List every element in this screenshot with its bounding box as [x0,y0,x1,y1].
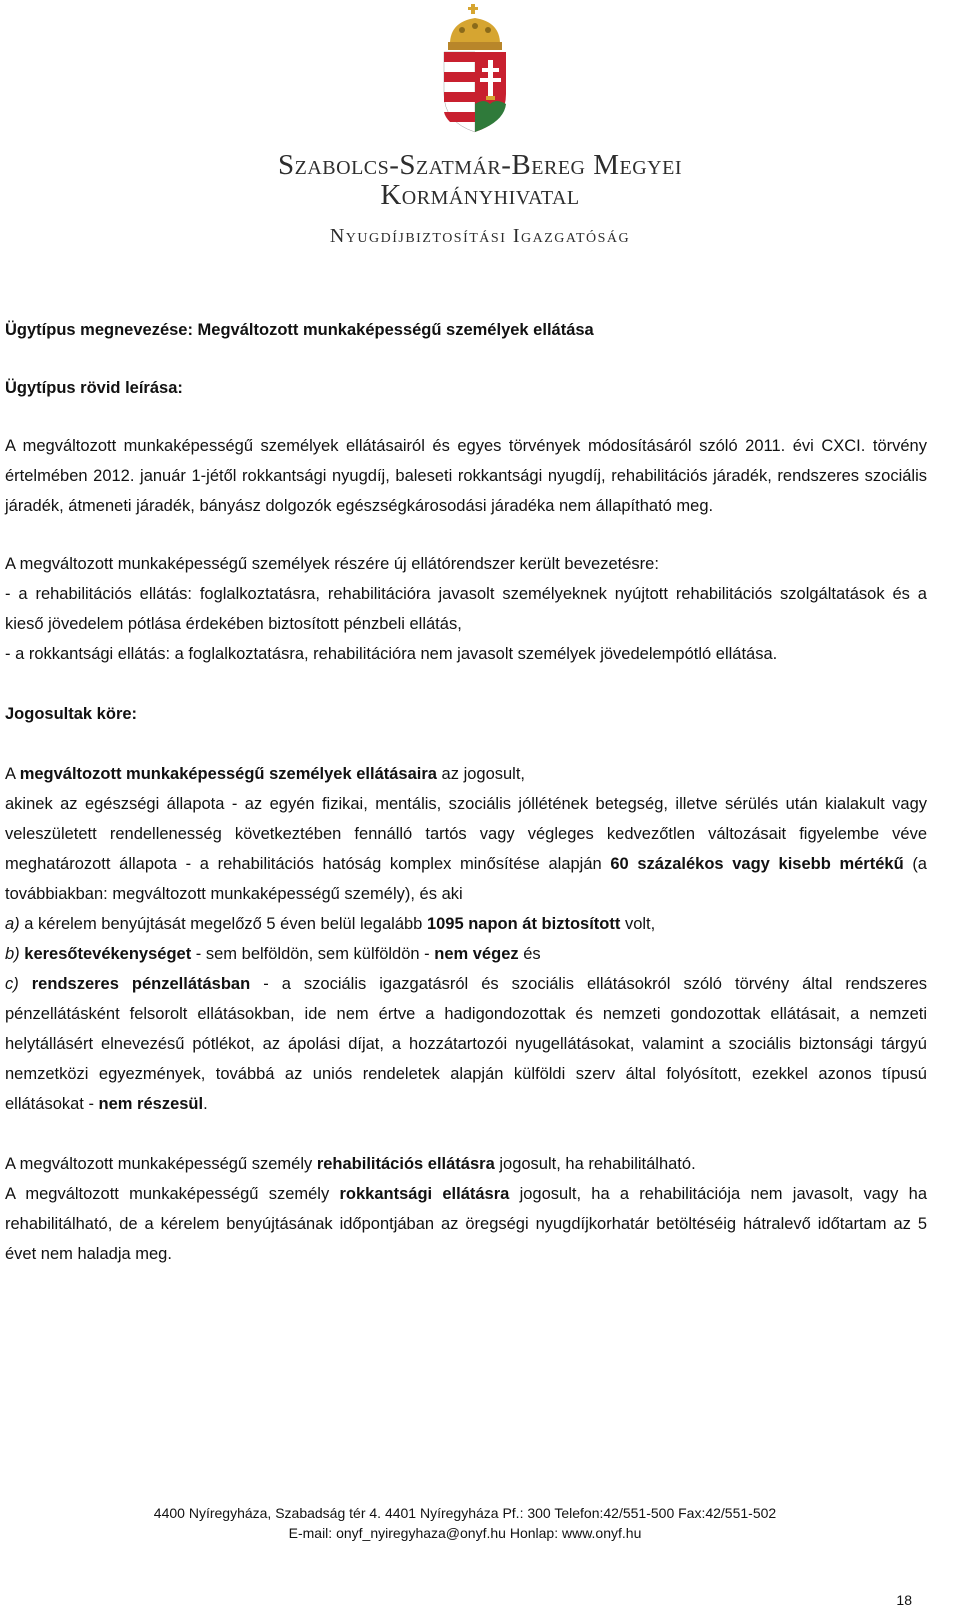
text-span: - a szociális igazgatásról és szociális ellátásokról szóló törvény által rendszeres pénzellátásként felsorolt ellátásokban, ide nem értve a hadigondozottak és nemzeti gondozottak ellátásait, a nemzeti helytállásért elnevezésű pótlékot, az ápolási díjat, a hozzátartozói nyugellátásokat, valamint a szociális biztonsági tárgyú nemzetközi egyezmények, továbbá az uniós rendeletek alapján külföldi szerv által folyósított, ezekkel azonos típusú ellátásokat - [5,975,928,1113]
list-item-disability: - a rokkantsági ellátás: a foglalkoztatásra, rehabilitációra nem javasolt személyek jövedelempótló ellátása. [5,645,778,663]
label-c: c) [5,975,19,993]
paragraph-eligible-intro [5,759,927,789]
footer-email-web: E-mail: onyf_nyiregyhaza@onyf.hu Honlap: www.onyf.hu [288,1525,642,1541]
short-desc-heading: Ügytípus rövid leírása: [5,379,183,397]
bold-span: 1095 napon át biztosított [426,915,621,933]
bold-span: nem végez [434,945,519,963]
text-span: az jogosult, [436,765,526,783]
text-span: A megváltozott munkaképességű személy [5,1185,340,1203]
label-b: b) [5,945,20,963]
bold-span: nem részesül [98,1095,204,1113]
org-name-line2: Kormányhivatal [380,179,580,211]
paragraph-eligible-condition [5,789,927,909]
text-span: A [5,765,20,783]
letterhead [0,0,960,250]
condition-b [5,939,927,969]
paragraph-rehab-eligibility [5,1149,927,1179]
footer-contact [0,1503,930,1543]
condition-c [5,969,927,1119]
text-span: jogosult, ha a rehabilitációja nem javasolt, vagy ha rehabilitálható, de a kérelem benyújtásának időpontjában az öregségi nyugdíjkorhatár betöltéséig hátralevő időtartam az 5 évet nem haladja meg. [5,1185,928,1263]
document-body [5,315,927,1269]
paragraph-disability-eligibility [5,1179,927,1269]
bold-span: keresőtevékenységet [24,945,192,963]
footer-address: 4400 Nyíregyháza, Szabadság tér 4. 4401 Nyíregyháza Pf.: 300 Telefon:42/551-500 Fax:42/551-502 [153,1505,777,1521]
text-span: jogosult, ha rehabilitálható. [494,1155,696,1173]
bold-span: rokkantsági ellátásra [339,1185,510,1203]
bold-span: rehabilitációs ellátásra [316,1155,495,1173]
bold-span: rendszeres pénzellátásban [31,975,251,993]
paragraph-new-system-intro: A megváltozott munkaképességű személyek részére új ellátórendszer került bevezetésre: [5,555,659,573]
text-span: A megváltozott munkaképességű személy [5,1155,317,1173]
case-type-title: Ügytípus megnevezése: Megváltozott munkaképességű személyek ellátása [5,321,594,339]
text-span: . [203,1095,208,1113]
text-span: akinek az egészségi állapota - az egyén fizikai, mentális, szociális jóllétének betegség, illetve sérülés után kialakult vagy veleszületett rendellenesség következtében fennálló tartós vagy végleges kedvezőtlen változásait figyelembe véve meghatározott állapota - a rehabilitációs hatóság komplex minősítése alapján [5,795,927,873]
coat-of-arms-icon [440,4,510,140]
label-a: a) [5,915,20,933]
page-number: 18 [896,1592,912,1608]
text-span: (a továbbiakban: megváltozott munkaképességű személy), és aki [5,855,927,903]
bold-span: megváltozott munkaképességű személyek ellátásaira [19,765,437,783]
text-span: a kérelem benyújtását megelőző 5 éven belül legalább [19,915,427,933]
eligible-heading: Jogosultak köre: [5,705,138,723]
org-name-line1: Szabolcs-Szatmár-Bereg Megyei [278,149,682,181]
condition-a [5,909,927,939]
list-item-rehab: - a rehabilitációs ellátás: foglalkoztatásra, rehabilitációra javasolt személyeknek nyújtott rehabilitációs szolgáltatások és a kieső jövedelem pótlása érdekében biztosított pénzbeli ellátás, [5,585,927,633]
text-span: és [518,945,541,963]
paragraph-law: A megváltozott munkaképességű személyek ellátásairól és egyes törvények módosításáról szóló 2011. évi CXCI. törvény értelmében 2012. január 1-jétől rokkantsági nyugdíj, baleseti rokkantsági nyugdíj, rehabilitációs járadék, rendszeres szociális járadék, átmeneti járadék, bányász dolgozók egészségkárosodási járadéka nem állapítható meg. [5,437,927,515]
text-span: - sem belföldön, sem külföldön - [191,945,435,963]
text-span: volt, [620,915,656,933]
org-subunit: Nyugdíjbiztosítási Igazgatóság [329,225,631,247]
bold-span: 60 százalékos vagy kisebb mértékű [610,855,904,873]
